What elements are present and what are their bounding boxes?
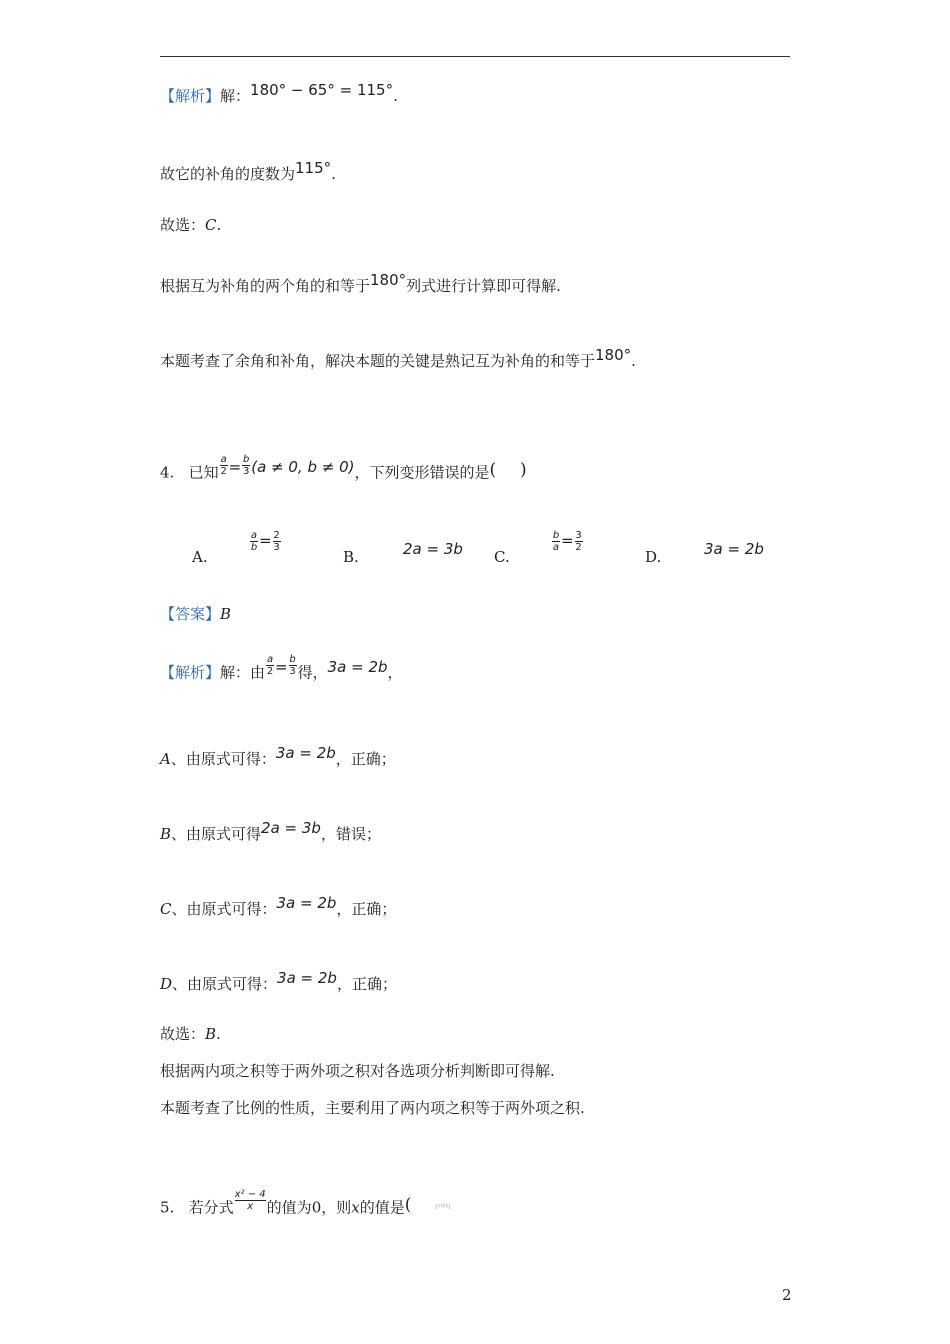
fraction-b-over-3: $\frac{b}{3}$	[243, 454, 250, 477]
method-line-q3	[160, 271, 561, 296]
analysis-tag: 【解析】	[160, 87, 221, 105]
condition: (a ≠ 0, b ≠ 0)	[251, 457, 355, 476]
supplement-value: 115°	[295, 159, 332, 177]
fraction-a-over-2: $\frac{a}{2}$	[266, 654, 274, 677]
page-number: 2	[782, 1286, 792, 1304]
supplement-text: 故它的补角的度数为	[160, 165, 296, 183]
analysis-lead: 解：由	[220, 663, 266, 682]
equals-sign: =	[228, 457, 242, 476]
analysis-equation: 3a = 2b	[327, 657, 388, 676]
check-line-c: C、由原式可得：3a = 2b，正确；	[160, 894, 397, 918]
angle-equation: 180° − 65° = 115°	[250, 81, 394, 99]
question-4	[160, 454, 527, 485]
question-5: 5. 若分式 $\frac{\text{x² − 4}}{x}$ 的值为0，则x的值是( [????]	[160, 1189, 450, 1217]
check-line-b: B、由原式可得2a = 3b，错误；	[160, 819, 381, 843]
method-text-a: 根据互为补角的两个角的和等于	[160, 277, 371, 295]
option-b-label: B.	[343, 548, 359, 566]
summary-text: 本题考查了余角和补角，解决本题的关键是熟记互为补角的和等于	[160, 352, 596, 370]
option-c-expression: $\frac{b}{a}$ = $\frac{3}{2}$	[552, 530, 582, 553]
option-b-expression: 2a = 3b	[403, 540, 463, 558]
choice-value: C	[205, 216, 217, 234]
choice-line-q4: 故选：B.	[160, 1025, 221, 1043]
summary-line-q4: 本题考查了比例的性质，主要利用了两内项之积等于两外项之积.	[160, 1099, 585, 1117]
fraction-a-over-2: $\frac{a}{2}$	[220, 454, 227, 477]
angle-180: 180°	[370, 271, 407, 289]
choice-line-q3	[160, 215, 221, 235]
angle-180: 180°	[595, 346, 632, 364]
option-a-expression: $\frac{a}{b}$ = $\frac{2}{3}$	[250, 530, 280, 553]
fraction-x2-minus-4-over-x: $\frac{\text{x² − 4}}{x}$	[234, 1189, 266, 1212]
check-line-a: A、由原式可得：3a = 2b，正确；	[160, 744, 396, 768]
check-line-d: D、由原式可得：3a = 2b，正确；	[160, 969, 397, 993]
analysis-tag: 【解析】	[160, 663, 221, 682]
placeholder-mark: [????]	[435, 1203, 450, 1210]
analysis-line-q4	[160, 654, 403, 685]
period: .	[393, 87, 398, 105]
question-lead: 若分式	[188, 1198, 234, 1217]
answer-paren-close: )	[519, 459, 527, 480]
option-c-label: C.	[494, 548, 510, 566]
answer-paren-open: (	[489, 459, 497, 480]
period: .	[216, 216, 222, 234]
analysis-mid: 得，	[297, 663, 328, 682]
answer-paren-open: (	[404, 1194, 412, 1215]
question-number: 4.	[160, 463, 175, 482]
question-tail: ，下列变形错误的是	[354, 463, 490, 482]
option-a-label: A.	[192, 548, 208, 566]
period: .	[331, 165, 336, 183]
choice-text: 故选：	[160, 216, 206, 234]
answer-value: B	[220, 605, 232, 623]
summary-line-q3	[160, 346, 636, 371]
analysis-line-1	[160, 81, 398, 106]
option-d-expression: 3a = 2b	[704, 540, 764, 558]
comma: ，	[387, 663, 403, 682]
answer-line	[160, 604, 231, 624]
answer-tag: 【答案】	[160, 605, 221, 623]
fraction-b-over-3: $\frac{b}{3}$	[289, 654, 296, 677]
question-lead: 已知	[188, 463, 219, 482]
method-line-q4: 根据两内项之积等于两外项之积对各选项分析判断即可得解.	[160, 1062, 555, 1080]
option-d-label: D.	[645, 548, 662, 566]
supplement-result-line	[160, 159, 336, 184]
period: .	[631, 352, 636, 370]
header-rule	[160, 56, 790, 57]
question-number: 5.	[160, 1198, 175, 1217]
equals-sign: =	[275, 657, 288, 676]
method-text-b: 列式进行计算即可得解.	[406, 277, 561, 295]
solution-lead: 解：	[220, 87, 251, 105]
